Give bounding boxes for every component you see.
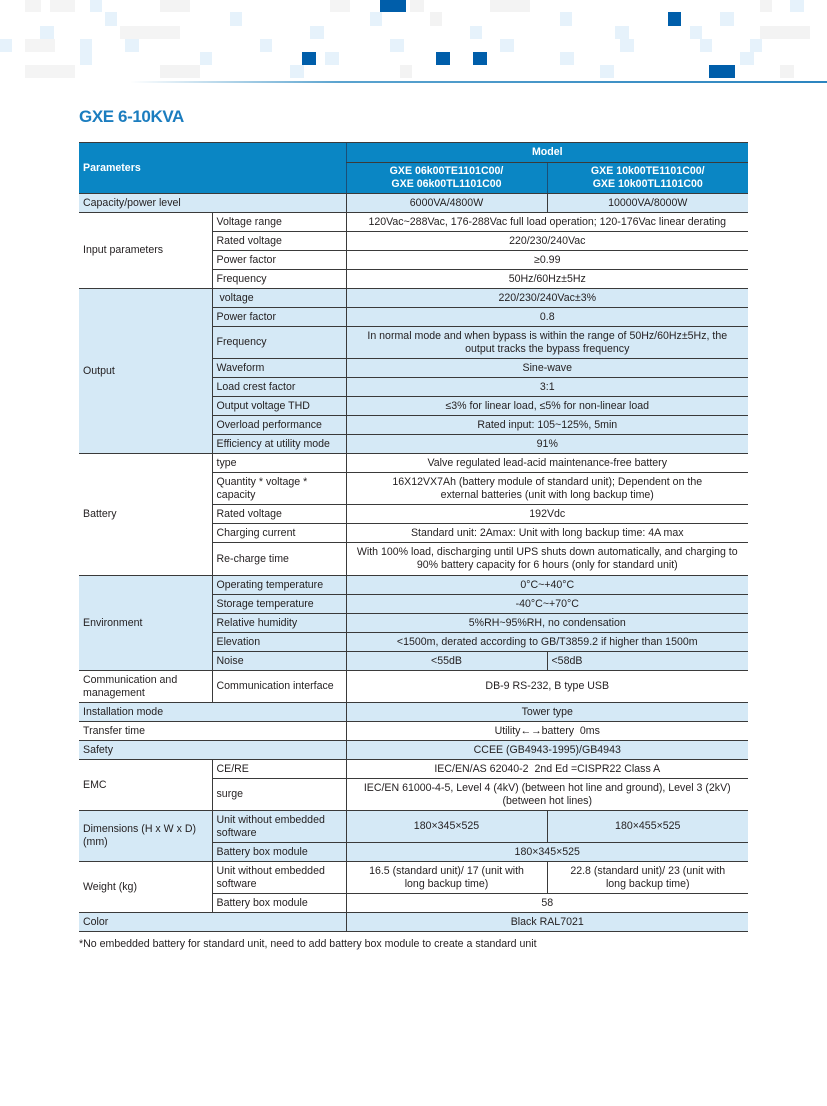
- row-value: CCEE (GB4943-1995)/GB4943: [346, 741, 748, 760]
- banner-tile-accent: [473, 52, 487, 65]
- row-value: With 100% load, discharging until UPS shuts down automatically, and charging to 90% battery capacity for 6 hours (only for standard unit): [346, 543, 748, 576]
- row-value-b: <58dB: [547, 652, 748, 671]
- row-value: -40°C~+70°C: [346, 595, 748, 614]
- table-row: [79, 862, 748, 894]
- row-label: Safety: [79, 741, 346, 760]
- row-value: DB-9 RS-232, B type USB: [346, 671, 748, 703]
- row-label: surge: [212, 779, 346, 811]
- table-row: [79, 671, 748, 703]
- table-row: [79, 811, 748, 843]
- group-label: Dimensions (H x W x D) (mm): [79, 811, 212, 862]
- row-label: Capacity/power level: [79, 194, 346, 213]
- row-value-a: <55dB: [346, 652, 547, 671]
- banner-tile-accent: [302, 52, 316, 65]
- table-row: [79, 454, 748, 473]
- row-label: Efficiency at utility mode: [212, 435, 346, 454]
- table-row: [79, 703, 748, 722]
- row-label: Unit without embedded software: [212, 862, 346, 894]
- row-label: Power factor: [212, 308, 346, 327]
- table-header-row: [79, 143, 748, 163]
- table-row: [79, 722, 748, 741]
- row-label: Frequency: [212, 327, 346, 359]
- model-b-line1: GXE 10k00TE1101C00/: [590, 165, 705, 177]
- row-label: Waveform: [212, 359, 346, 378]
- row-label: Quantity * voltage * capacity: [212, 473, 346, 505]
- row-value: Black RAL7021: [346, 913, 748, 932]
- row-label: Installation mode: [79, 703, 346, 722]
- row-label: Operating temperature: [212, 576, 346, 595]
- row-label: Output voltage THD: [212, 397, 346, 416]
- model-a-line2: GXE 06k00TL1101C00: [391, 178, 502, 190]
- banner-divider: [130, 81, 827, 83]
- row-value-a: 16.5 (standard unit)/ 17 (unit with long backup time): [346, 862, 547, 894]
- row-value: ≤3% for linear load, ≤5% for non-linear load: [346, 397, 748, 416]
- row-label: CE/RE: [212, 760, 346, 779]
- model-b-line2: GXE 10k00TL1101C00: [592, 178, 703, 190]
- row-label: Rated voltage: [212, 232, 346, 251]
- row-label: Color: [79, 913, 346, 932]
- row-label: Storage temperature: [212, 595, 346, 614]
- group-label: Weight (kg): [79, 862, 212, 913]
- row-value: IEC/EN 61000-4-5, Level 4 (4kV) (between hot line and ground), Level 3 (2kV) (between hot lines): [346, 779, 748, 811]
- banner-tile-accent: [436, 52, 450, 65]
- row-label: Re-charge time: [212, 543, 346, 576]
- table-row: [79, 913, 748, 932]
- row-value: 192Vdc: [346, 505, 748, 524]
- banner-tile-accent: [380, 0, 406, 12]
- row-value: Tower type: [346, 703, 748, 722]
- header-model-a: [346, 163, 547, 194]
- row-value: Valve regulated lead-acid maintenance-free battery: [346, 454, 748, 473]
- table-row: [79, 576, 748, 595]
- row-value: Rated input: 105~125%, 5min: [346, 416, 748, 435]
- row-value: 220/230/240Vac: [346, 232, 748, 251]
- row-value: 58: [346, 894, 748, 913]
- group-label: Environment: [79, 576, 212, 671]
- row-label: Battery box module: [212, 843, 346, 862]
- row-value: 0.8: [346, 308, 748, 327]
- row-label: Charging current: [212, 524, 346, 543]
- row-value-b: 180×455×525: [547, 811, 748, 843]
- page-title: GXE 6-10KVA: [79, 107, 184, 126]
- row-label: Unit without embedded software: [212, 811, 346, 843]
- row-label: voltage: [212, 289, 346, 308]
- group-label: Output: [79, 289, 212, 454]
- row-value: 3:1: [346, 378, 748, 397]
- model-a-line1: GXE 06k00TE1101C00/: [389, 165, 504, 177]
- row-label: Communication interface: [212, 671, 346, 703]
- row-label: Noise: [212, 652, 346, 671]
- decorative-banner: [0, 0, 827, 86]
- table-row: [79, 289, 748, 308]
- row-value-a: 180×345×525: [346, 811, 547, 843]
- row-label: Transfer time: [79, 722, 346, 741]
- group-label: Communication and management: [79, 671, 212, 703]
- table-row: [79, 741, 748, 760]
- row-label: Overload performance: [212, 416, 346, 435]
- row-value: ≥0.99: [346, 251, 748, 270]
- row-value-a: 6000VA/4800W: [346, 194, 547, 213]
- row-value: Utility←→battery 0ms: [346, 722, 748, 741]
- row-value: 91%: [346, 435, 748, 454]
- row-label: Voltage range: [212, 213, 346, 232]
- row-label: Relative humidity: [212, 614, 346, 633]
- row-value: 180×345×525: [346, 843, 748, 862]
- spec-table: [79, 142, 748, 932]
- row-value: 0°C~+40°C: [346, 576, 748, 595]
- table-row: [79, 194, 748, 213]
- row-value: <1500m, derated according to GB/T3859.2 if higher than 1500m: [346, 633, 748, 652]
- row-label: type: [212, 454, 346, 473]
- row-value-b: 22.8 (standard unit)/ 23 (unit with long backup time): [547, 862, 748, 894]
- row-value: In normal mode and when bypass is within the range of 50Hz/60Hz±5Hz, the output tracks the bypass frequency: [346, 327, 748, 359]
- row-label: Battery box module: [212, 894, 346, 913]
- row-value: IEC/EN/AS 62040-2 2nd Ed =CISPR22 Class A: [346, 760, 748, 779]
- banner-tile-accent: [668, 12, 681, 26]
- row-value: 120Vac~288Vac, 176-288Vac full load operation; 120-176Vac linear derating: [346, 213, 748, 232]
- group-label: EMC: [79, 760, 212, 811]
- table-row: [79, 213, 748, 232]
- row-value-b: 10000VA/8000W: [547, 194, 748, 213]
- row-value: 16X12VX7Ah (battery module of standard unit); Dependent on the external batteries (unit with long backup time): [346, 473, 748, 505]
- header-parameters: Parameters: [79, 143, 346, 194]
- table-row: [79, 760, 748, 779]
- group-label: Battery: [79, 454, 212, 576]
- group-label: Input parameters: [79, 213, 212, 289]
- row-label: Frequency: [212, 270, 346, 289]
- row-value: Sine-wave: [346, 359, 748, 378]
- row-label: Rated voltage: [212, 505, 346, 524]
- header-model-b: [547, 163, 748, 194]
- row-value: 220/230/240Vac±3%: [346, 289, 748, 308]
- row-value: 5%RH~95%RH, no condensation: [346, 614, 748, 633]
- banner-tile-accent: [709, 65, 735, 78]
- row-label: Power factor: [212, 251, 346, 270]
- row-value: 50Hz/60Hz±5Hz: [346, 270, 748, 289]
- footnote: *No embedded battery for standard unit, need to add battery box module to create a standard unit: [79, 938, 537, 950]
- row-label: Load crest factor: [212, 378, 346, 397]
- row-value: Standard unit: 2Amax: Unit with long backup time: 4A max: [346, 524, 748, 543]
- header-model: Model: [346, 143, 748, 163]
- row-label: Elevation: [212, 633, 346, 652]
